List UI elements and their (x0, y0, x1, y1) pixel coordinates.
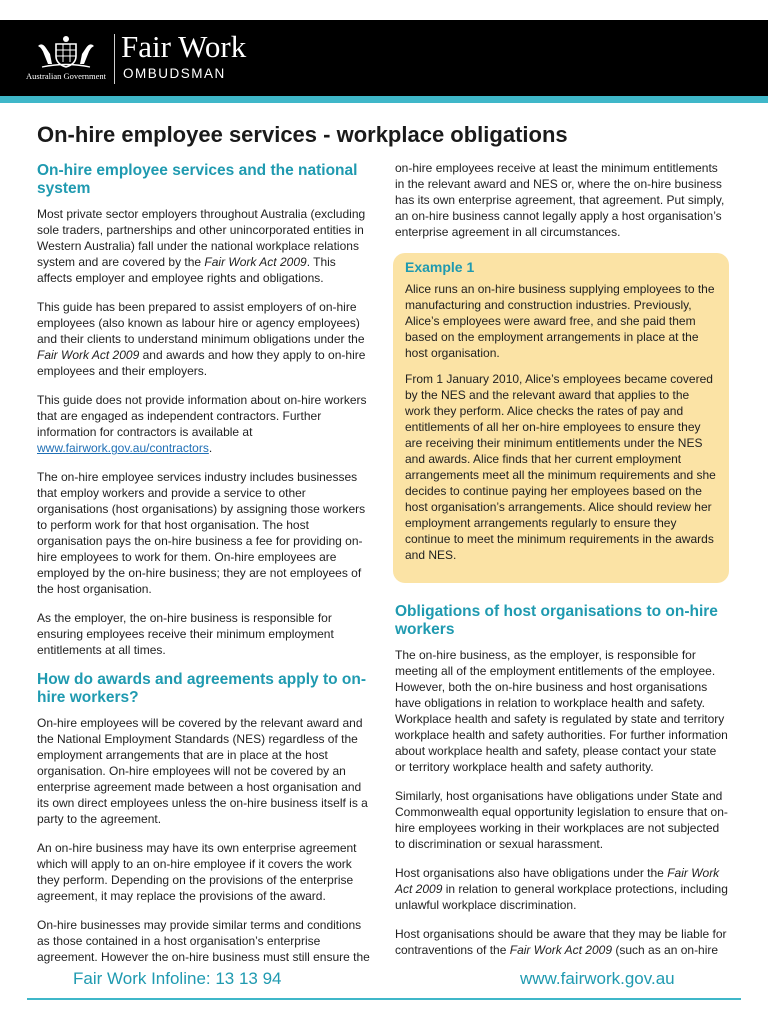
right-column (395, 160, 729, 971)
example-title: Example 1 (405, 259, 475, 275)
paragraph: An on-hire business may have its own enterprise agreement which will apply to an on-hire employee if it covers the work they perform. Depending on the provisions of the enterprise agreement, it may replace the provisions of the award. (37, 841, 357, 903)
paragraph: On-hire employees will be covered by the relevant award and the National Employment Standards (NES) regardless of the employment arrangements that are in place at the host organisation. On-hire employees will not be covered by an enterprise agreement made between a host organisation and its own direct employees unless the on-hire business itself is a party to the agreement. (37, 716, 368, 826)
left-column (37, 162, 373, 978)
footer-infoline: Fair Work Infoline: 13 13 94 (73, 969, 282, 988)
brand-divider (114, 34, 115, 84)
brand-name: Fair Work (121, 29, 247, 64)
paragraph: on-hire employees receive at least the minimum entitlements in the relevant award and NES or, where the on-hire business has its own enterprise agreement, that agreement. Put simply, an on-hire business cannot legally apply a host organisation’s enterprise agreement in all circumstances. (395, 161, 725, 239)
example-box (393, 253, 729, 583)
contractors-link[interactable]: www.fairwork.gov.au/contractors (37, 441, 209, 455)
paragraph: Similarly, host organisations have obligations under State and Commonwealth equal opportunity legislation to ensure that on-hire employees working in their workplaces are not subjected to discrimination or sexual harassment. (395, 789, 728, 851)
paragraph: Host organisations should be aware that they may be liable for contraventions of the Fair Work Act 2009 (such as an on-hire (395, 927, 727, 957)
footer-divider (27, 998, 741, 1000)
brand-subtitle: OMBUDSMAN (123, 66, 226, 81)
paragraph: As the employer, the on-hire business is responsible for ensuring employees receive their minimum employment entitlements at all times. (37, 611, 334, 657)
government-label: Australian Government (25, 71, 107, 81)
footer-website-link[interactable]: www.fairwork.gov.au (520, 969, 675, 988)
example-paragraph: Alice runs an on-hire business supplying employees to the manufacturing and construction industries. Previously, Alice’s employees were award free, and she paid them based on the employment arrangements in place at the host organisation. (405, 282, 715, 360)
paragraph: This guide has been prepared to assist employers of on-hire employees (also known as labour hire or agency employees) and their clients to understand minimum obligations under the Fair Work Act 2009 and awards and how they apply to on-hire employees and their employers. (37, 300, 366, 378)
paragraph: The on-hire business, as the employer, is responsible for meeting all of the employment entitlements of the employee. However, both the on-hire business and host organisations have obligations in relation to workplace health and safety. Workplace health and safety is regulated by state and territory workplace health and safety authorities. For further information about workplace health and safety, please contact your state or territory workplace health and safety authority. (395, 648, 728, 774)
section-heading-awards-agreements: How do awards and agreements apply to on-hire workers? (37, 671, 366, 706)
example-paragraph: From 1 January 2010, Alice’s employees became covered by the NES and the relevant award that applies to the work they perform. Alice checks the rates of pay and entitlements of all her on-hire employees to ensure they are receiving their minimum entitlements under the NES and awards. Alice finds that her current employment arrangements meet all the minimum requirements and she decides to continue paying her employees based on the host organisation’s arrangements. Alice should review her employment arrangements regularly to ensure they continue to meet the minimum requirements in the awards and NES. (405, 372, 716, 562)
header-band (0, 20, 768, 96)
paragraph: The on-hire employee services industry includes businesses that employ workers and provide a service to other organisations (host organisations) by assigning those workers to perform work for that host organisation. The host organisation pays the on-hire business a fee for providing on-hire employees to work for them. On-hire employees are employed by the on-hire business; they are not employees of the host organisation. (37, 470, 366, 596)
paragraph: This guide does not provide information about on-hire workers that are engaged as independent contractors. Further information for contractors is available at www.fairwork.gov.au/contractors. (37, 393, 367, 455)
page-title: On-hire employee services - workplace obligations (37, 122, 568, 147)
paragraph: Host organisations also have obligations under the Fair Work Act 2009 in relation to general workplace protections, including unlawful workplace discrimination. (395, 866, 728, 912)
paragraph: On-hire businesses may provide similar terms and conditions as those contained in a host organisation’s enterprise agreement. However the on-hire business must still ensure the (37, 918, 370, 964)
paragraph: Most private sector employers throughout Australia (excluding sole traders, partnerships and other unincorporated entities in Western Australia) fall under the national workplace relations system and are covered by the Fair Work Act 2009. This affects employer and employee rights and obligations. (37, 207, 366, 285)
coat-of-arms-icon (34, 34, 98, 70)
section-heading-host-obligations: Obligations of host organisations to on-hire workers (395, 603, 718, 638)
accent-bar (0, 96, 768, 103)
section-heading-national-system: On-hire employee services and the national system (37, 162, 358, 197)
